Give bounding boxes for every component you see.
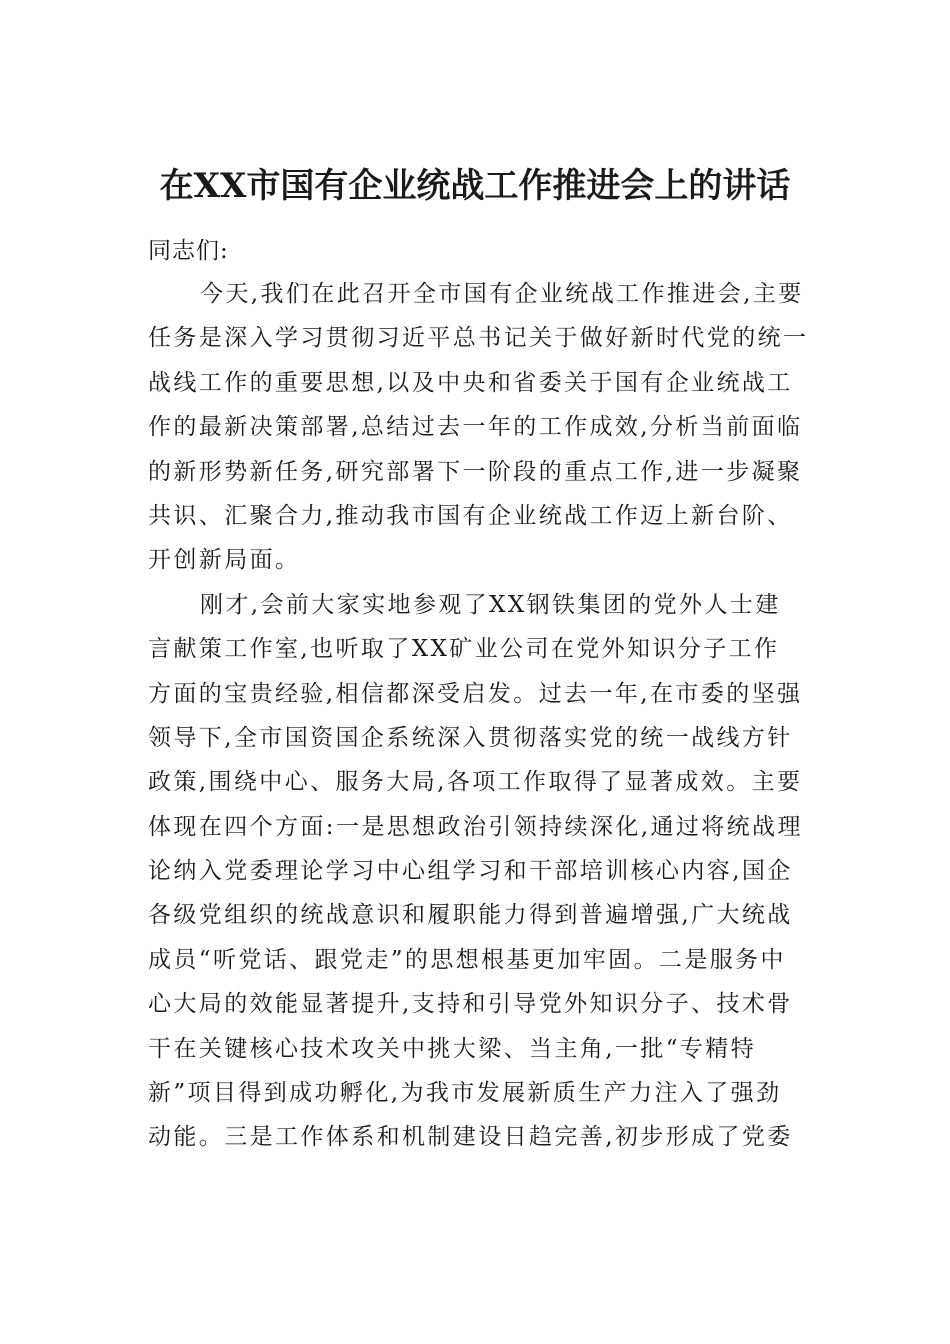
salutation: 同志们: (148, 238, 229, 264)
paragraph-line: 刚才,会前大家实地参观了XX钢铁集团的党外人士建 (200, 591, 781, 618)
paragraph-line: 成员“听党话、跟党走”的思想根基更加牢固。二是服务中 (148, 946, 786, 973)
paragraph-line: 各级党组织的统战意识和履职能力得到普遍增强,广大统战 (148, 902, 793, 929)
document-body (148, 230, 809, 1160)
paragraph-line: 心大局的效能显著提升,支持和引导党外知识分子、技术骨 (148, 991, 793, 1018)
paragraph-line: 任务是深入学习贯彻习近平总书记关于做好新时代党的统一 (148, 325, 809, 352)
paragraph-line: 的新形势新任务,研究部署下一阶段的重点工作,进一步凝聚 (148, 458, 803, 485)
paragraph-line: 今天,我们在此召开全市国有企业统战工作推进会,主要 (200, 281, 804, 307)
paragraph-2 (148, 583, 804, 1160)
paragraph-line: 动能。三是工作体系和机制建设日趋完善,初步形成了党委 (148, 1124, 793, 1151)
paragraph-line: 论纳入党委理论学习中心组学习和干部培训核心内容,国企 (148, 858, 793, 885)
paragraph-line: 领导下,全市国资国企系统深入贯彻落实党的统一战线方针 (148, 724, 793, 751)
paragraph-line: 体现在四个方面:一是思想政治引领持续深化,通过将统战理 (148, 813, 803, 840)
paragraph-line: 政策,围绕中心、服务大局,各项工作取得了显著成效。主要 (148, 769, 803, 796)
paragraph-1 (148, 272, 809, 583)
paragraph-line: 共识、汇聚合力,推动我市国有企业统战工作迈上新台阶、 (148, 502, 793, 529)
paragraph-line: 干在关键核心技术攻关中挑大梁、当主角,一批“专精特 (148, 1035, 757, 1062)
paragraph-line: 作的最新决策部署,总结过去一年的工作成效,分析当前面临 (148, 414, 803, 441)
document-title: 在XX市国有企业统战工作推进会上的讲话 (159, 166, 791, 206)
paragraph-line: 言献策工作室,也听取了XX矿业公司在党外知识分子工作 (148, 636, 780, 663)
paragraph-line: 开创新局面。 (148, 547, 301, 574)
paragraph-line: 新”项目得到成功孵化,为我市发展新质生产力注入了强劲 (148, 1080, 782, 1107)
paragraph-line: 方面的宝贵经验,相信都深受启发。过去一年,在市委的坚强 (148, 680, 803, 707)
paragraph-line: 战线工作的重要思想,以及中央和省委关于国有企业统战工 (148, 369, 793, 396)
